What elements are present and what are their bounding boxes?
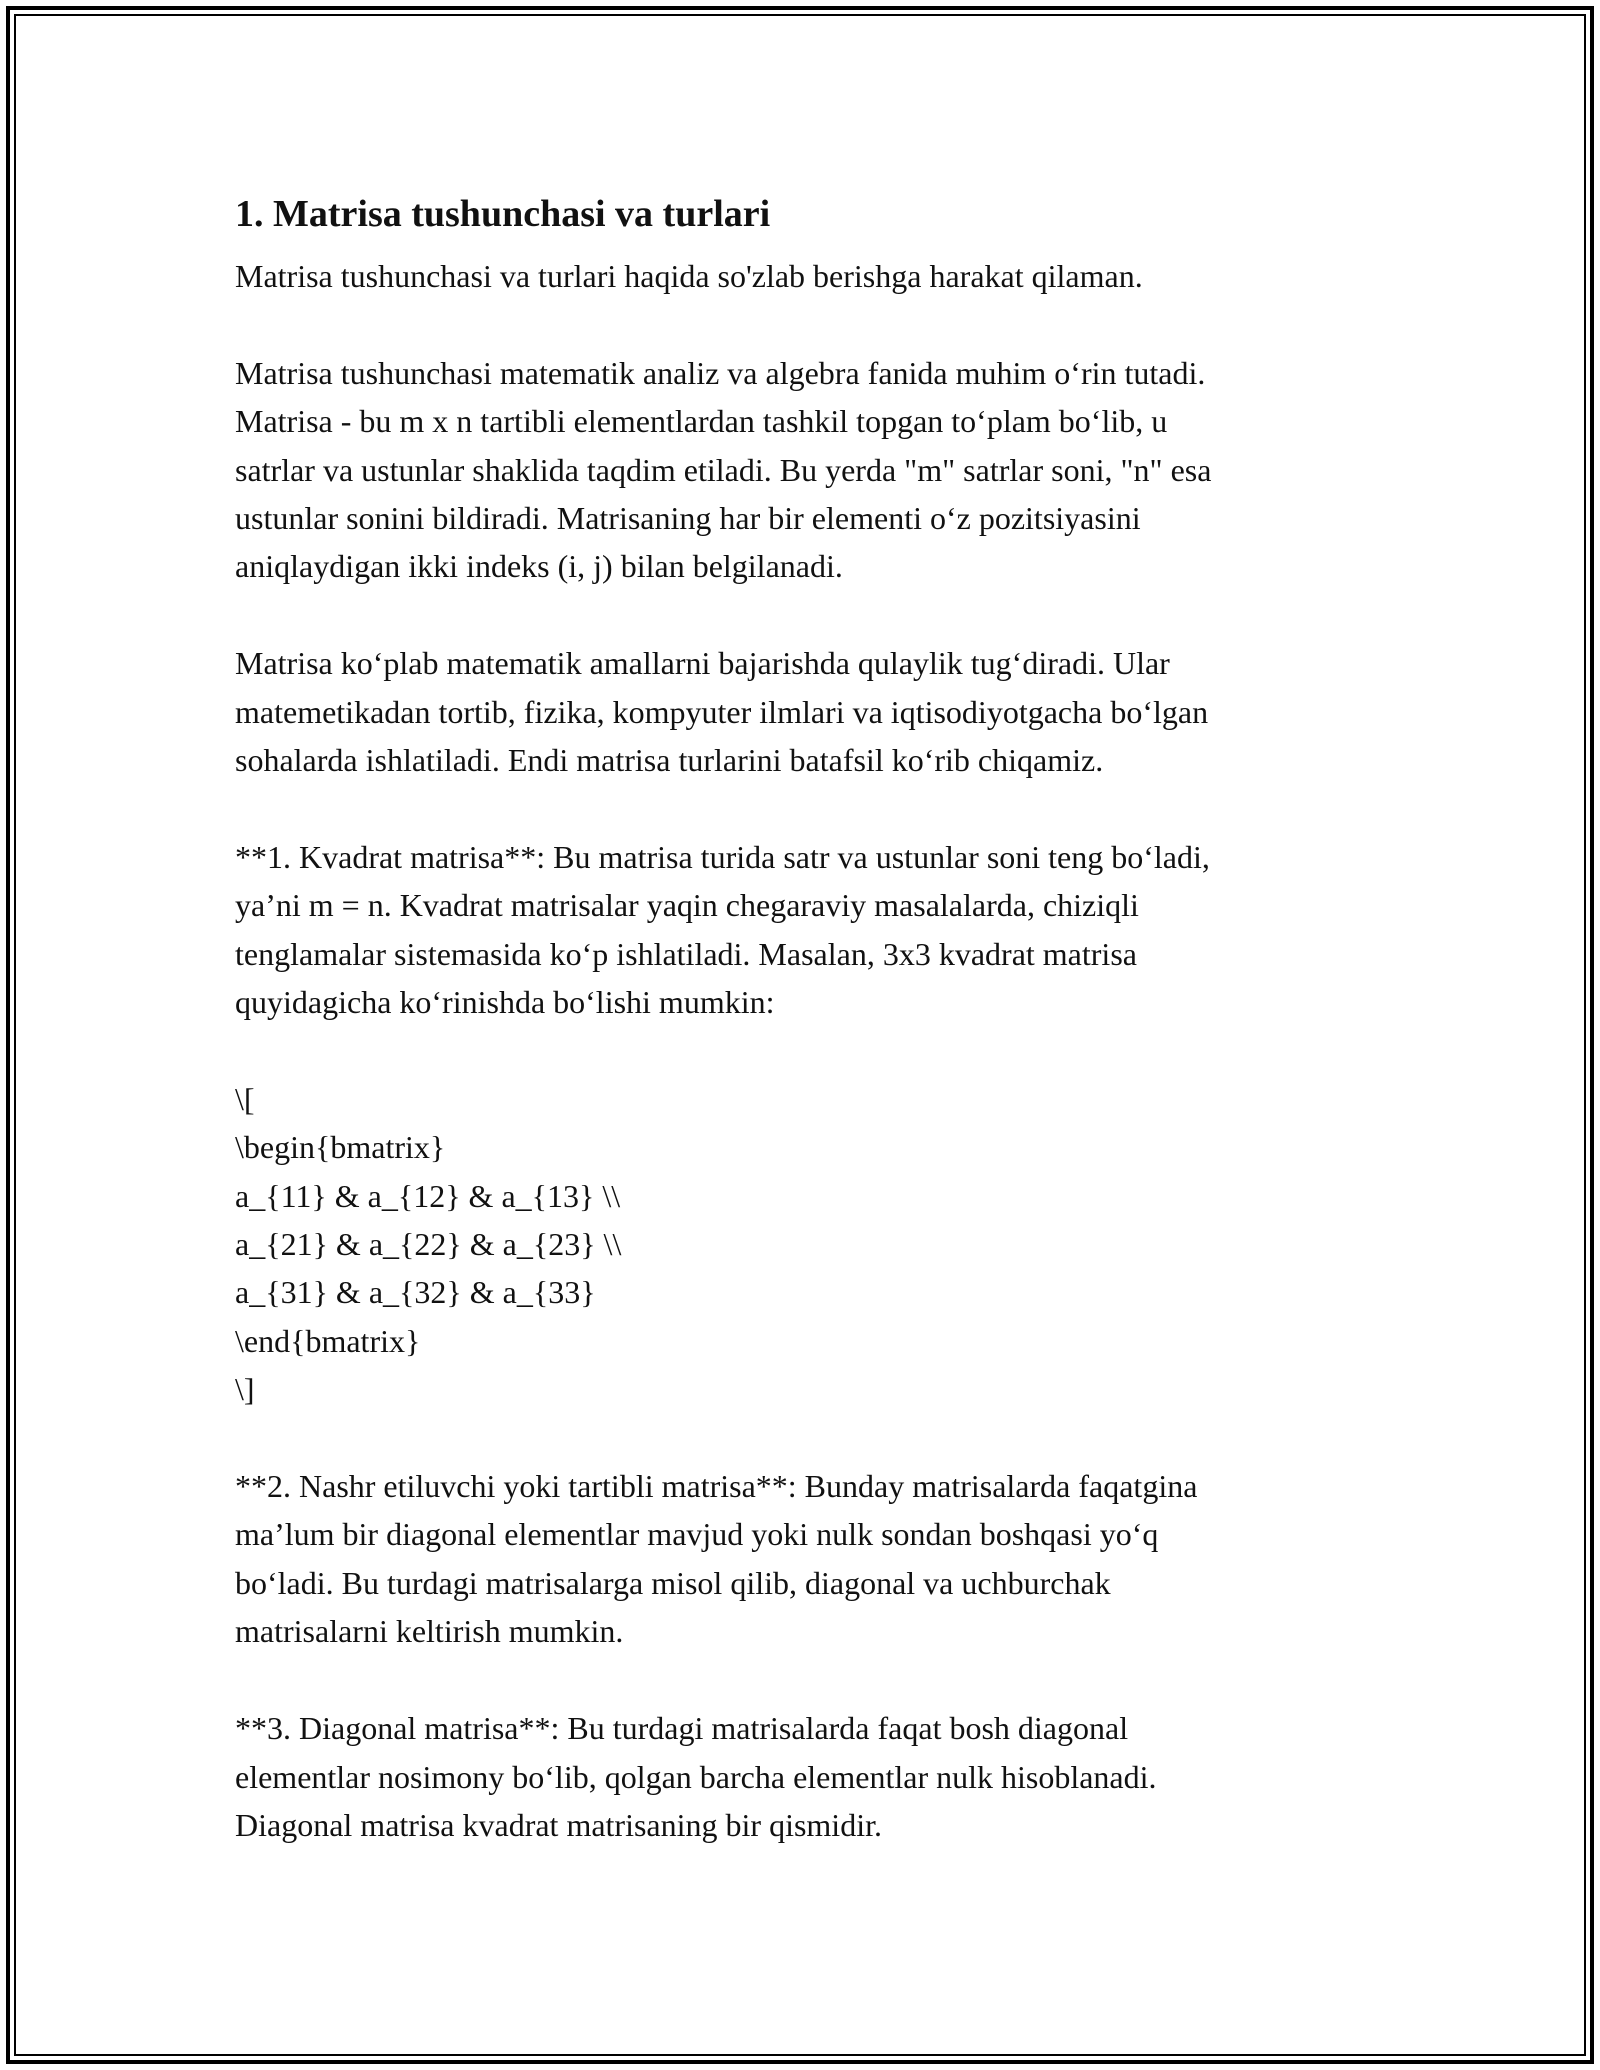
ordered-matrix-paragraph: **2. Nashr etiluvchi yoki tartibli matrisa**: Bunday matrisalarda faqatgina ma’lum bir diagonal elementlar mavjud yoki nulk sondan boshqasi yo‘q bo‘ladi. Bu turdagi matrisalarga misol qilib, diagonal va uchburchak matrisalarni keltirish mumkin. <box>235 1468 1198 1650</box>
document-body <box>235 186 1395 1849</box>
usage-paragraph: Matrisa ko‘plab matematik amallarni bajarishda qulaylik tug‘diradi. Ular matemetikadan tortib, fizika, kompyuter ilmlari va iqtisodiyotgacha bo‘lgan sohalarda ishlatiladi. Endi matrisa turlarini batafsil ko‘rib chiqamiz. <box>235 645 1209 779</box>
definition-paragraph: Matrisa tushunchasi matematik analiz va algebra fanida muhim o‘rin tutadi. Matrisa - bu m x n tartibli elementlardan tashkil topgan to‘plam bo‘lib, u satrlar va ustunlar shaklida taqdim etiladi. Bu yerda "m" satrlar soni, "n" esa ustunlar sonini bildiradi. Matrisaning har bir elementi o‘z pozitsiyasini aniqlaydigan ikki indeks (i, j) bilan belgilanadi. <box>235 354 1212 585</box>
diagonal-matrix-paragraph: **3. Diagonal matrisa**: Bu turdagi matrisalarda faqat bosh diagonal elementlar nosimony bo‘lib, qolgan barcha elementlar nulk hisoblanadi. Diagonal matrisa kvadrat matrisaning bir qismidir. <box>235 1710 1157 1843</box>
latex-matrix-block: \[ \begin{bmatrix} a_{11} & a_{12} & a_{13} \\ a_{21} & a_{22} & a_{23} \\ a_{31} & a_{32} & a_{33} \end{bmatrix} \] <box>235 1080 622 1408</box>
intro-paragraph: Matrisa tushunchasi va turlari haqida so'zlab berishga harakat qilaman. <box>235 258 1143 294</box>
square-matrix-paragraph: **1. Kvadrat matrisa**: Bu matrisa turida satr va ustunlar soni teng bo‘ladi, ya’ni m = n. Kvadrat matrisalar yaqin chegaraviy masalalarda, chiziqli tenglamalar sistemasida ko‘p ishlatiladi. Masalan, 3x3 kvadrat matrisa quyidagicha ko‘rinishda bo‘lishi mumkin: <box>235 838 1210 1021</box>
section-heading: 1. Matrisa tushunchasi va turlari <box>235 193 771 235</box>
